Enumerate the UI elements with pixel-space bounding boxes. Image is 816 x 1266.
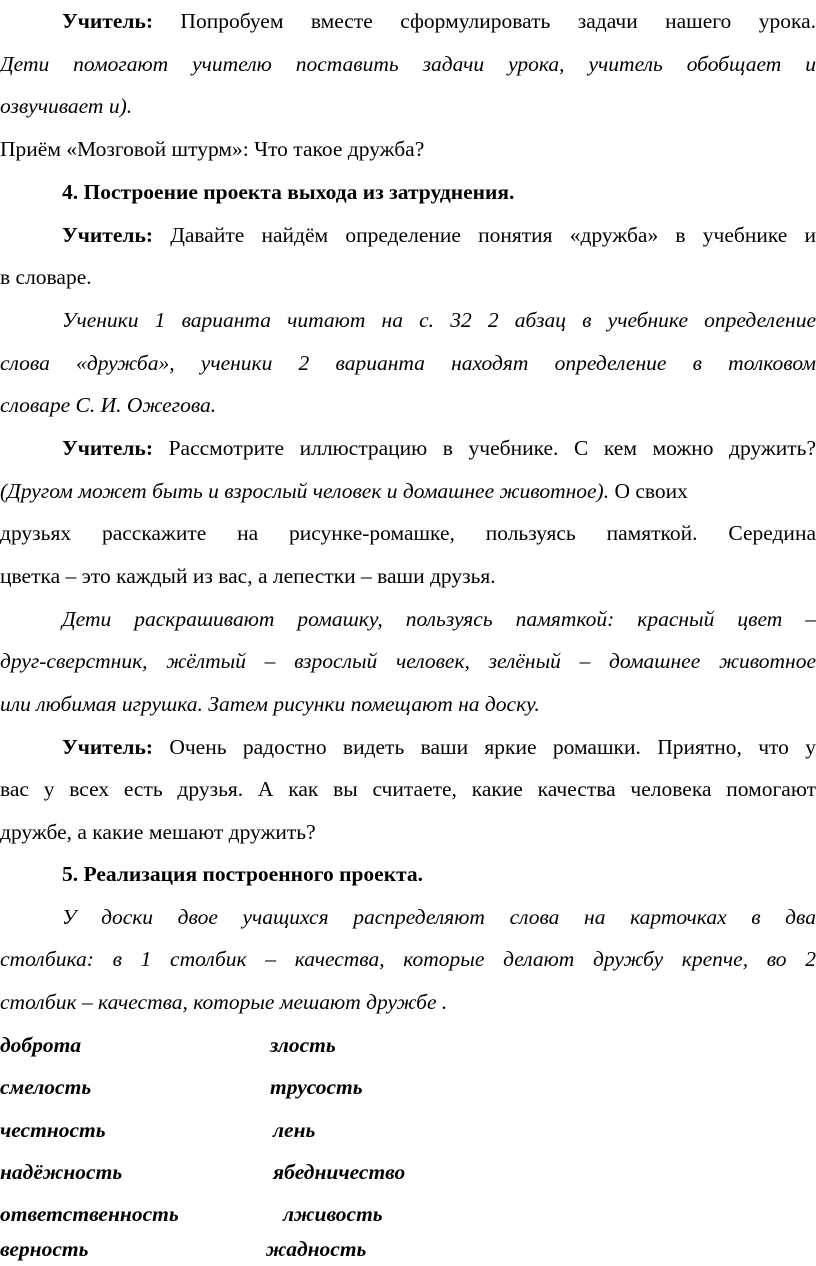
good-quality: ответственность	[0, 1202, 179, 1226]
bad-quality: лживость	[283, 1202, 383, 1226]
text-line: цветка – это каждый из вас, а лепестки – ваши друзья.	[0, 564, 496, 588]
good-quality: честность	[0, 1118, 106, 1142]
italic-line: слова «дружба», ученики 2 варианта находят определение в толковом	[0, 351, 816, 375]
word-pair-row	[0, 1159, 816, 1185]
italic-line: озвучивает и).	[0, 94, 133, 118]
section-heading-5: 5. Реализация построенного проекта.	[62, 862, 424, 886]
paragraph-teacher-1	[62, 8, 816, 34]
bad-quality: жадность	[266, 1237, 367, 1261]
teacher-speech: Рассмотрите иллюстрацию в учебнике. С кем можно дружить?	[153, 436, 816, 460]
italic-line: Дети помогают учителю поставить задачи урока, учитель обобщает и	[0, 52, 816, 76]
speaker-label: Учитель:	[62, 436, 153, 460]
speaker-label: Учитель:	[62, 735, 153, 759]
good-quality: верность	[0, 1237, 89, 1261]
text-span: О своих	[609, 479, 688, 503]
word-pair-row	[0, 1236, 816, 1262]
word-pair-row	[0, 1201, 816, 1227]
good-quality: смелость	[0, 1075, 92, 1099]
paragraph-teacher-4	[62, 734, 816, 760]
word-pair-row	[0, 1032, 816, 1058]
speaker-label: Учитель:	[62, 223, 153, 247]
teacher-speech: Попробуем вместе сформулировать задачи нашего урока.	[153, 9, 816, 33]
paragraph-teacher-3	[62, 435, 816, 461]
text-line: друзьях расскажите на рисунке-ромашке, пользуясь памяткой. Середина	[0, 521, 816, 545]
word-pair-row	[0, 1074, 816, 1100]
bad-quality: ябедничество	[273, 1160, 406, 1184]
mixed-line	[0, 478, 816, 504]
italic-line: друг-сверстник, жёлтый – взрослый человек, зелёный – домашнее животное	[0, 649, 816, 673]
good-quality: доброта	[0, 1033, 82, 1057]
italic-line: У доски двое учащихся распределяют слова на карточках в два	[62, 905, 816, 929]
italic-line: Дети раскрашивают ромашку, пользуясь памяткой: красный цвет –	[62, 607, 816, 631]
section-heading-4: 4. Построение проекта выхода из затруднения.	[62, 180, 515, 204]
bad-quality: злость	[270, 1033, 336, 1057]
text-line: дружбе, а какие мешают дружить?	[0, 820, 316, 844]
speaker-label: Учитель:	[62, 9, 153, 33]
italic-line: столбика: в 1 столбик – качества, которые делают дружбу крепче, во 2	[0, 947, 816, 971]
paragraph-teacher-2	[62, 222, 816, 248]
bad-quality: лень	[273, 1118, 316, 1142]
italic-line: или любимая игрушка. Затем рисунки помещают на доску.	[0, 692, 540, 716]
text-line: Приём «Мозговой штурм»: Что такое дружба?	[0, 137, 425, 161]
text-line: вас у всех есть друзья. А как вы считаете, какие качества человека помогают	[0, 777, 816, 801]
teacher-speech: Очень радостно видеть ваши яркие ромашки. Приятно, что у	[153, 735, 816, 759]
italic-remark: (Другом может быть и взрослый человек и домашнее животное).	[0, 479, 610, 503]
bad-quality: трусость	[270, 1075, 363, 1099]
word-pair-row	[0, 1117, 816, 1143]
good-quality: надёжность	[0, 1160, 123, 1184]
italic-line: столбик – качества, которые мешают дружбе .	[0, 990, 448, 1014]
italic-line: Ученики 1 варианта читают на с. 32 2 абзац в учебнике определение	[62, 308, 816, 332]
text-line: в словаре.	[0, 265, 92, 289]
italic-line: словаре С. И. Ожегова.	[0, 393, 217, 417]
teacher-speech: Давайте найдём определение понятия «дружба» в учебнике и	[153, 223, 816, 247]
